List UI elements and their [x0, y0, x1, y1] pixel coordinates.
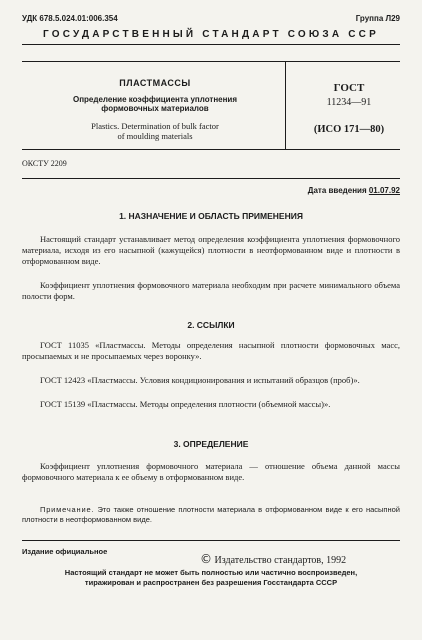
group-code: Группа Л29 — [355, 14, 400, 23]
standard-subject: ПЛАСТМАССЫ — [119, 78, 191, 88]
title-ru-line2: формовочных материалов — [101, 104, 209, 113]
section-1-paragraph-1: Настоящий стандарт устанавливает метод определения коэффициента уплотнения формовочного материала, исходя из его насыпной (кажущейся) плотности в неотформованном виде и плотности в отформованном виде. — [22, 234, 400, 266]
udk-code: УДК 678.5.024.01:006.354 — [22, 14, 118, 23]
title-en-line1: Plastics. Determination of bulk factor — [91, 121, 219, 131]
section-1-paragraph-2: Коэффициент уплотнения формовочного материала необходим при расчете минимального объема полости форм. — [22, 280, 400, 301]
section-3-paragraph: Коэффициент уплотнения формовочного материала — отношение объема данной массы формовочного материала к ее объему в отформованном виде. — [22, 461, 400, 482]
note-text: Это также отношение плотности материала в отформованном виде к его насыпной плотности в неотформованном виде. — [22, 505, 400, 524]
gost-number: 11234—91 — [326, 97, 372, 108]
iso-reference: (ИСО 171—80) — [313, 124, 385, 135]
notice-line-1: Настоящий стандарт не может быть полностью или частично воспроизведен, — [64, 568, 358, 577]
title-block-divider — [285, 61, 286, 149]
standard-title-block — [40, 78, 270, 141]
okstu-rule — [22, 178, 400, 179]
introduction-date — [308, 186, 400, 195]
copyright — [200, 552, 346, 566]
note-label: Примечание. — [40, 505, 95, 514]
section-2-heading: 2. ССЫЛКИ — [187, 320, 235, 330]
intro-date-label: Дата введения — [307, 186, 367, 195]
section-3-heading: 3. ОПРЕДЕЛЕНИЕ — [173, 439, 249, 449]
okstu-code: ОКСТУ 2209 — [22, 159, 67, 168]
copyright-text: Издательство стандартов, 1992 — [214, 555, 347, 566]
gost-block — [290, 82, 408, 135]
edition-label: Издание официальное — [22, 547, 108, 556]
section-3-note — [22, 505, 400, 525]
title-block-bottom-rule — [22, 149, 400, 150]
header-line — [22, 14, 400, 26]
standard-title-ru — [40, 95, 270, 113]
notice-line-2: тиражирован и распространен без разрешения Госстандарта СССР — [84, 578, 338, 587]
title-block-top-rule — [22, 61, 400, 62]
gost-label: ГОСТ — [333, 82, 365, 94]
copyright-icon: © — [200, 552, 212, 566]
header-rule — [22, 44, 400, 45]
reference-gost-15139: ГОСТ 15139 «Пластмассы. Методы определения плотности (объемной массы)». — [40, 399, 331, 409]
standard-title-en — [40, 121, 270, 141]
footer-rule — [22, 540, 400, 541]
reference-gost-11035: ГОСТ 11035 «Пластмассы. Методы определения насыпной плотности формовочных масс, просыпаемых и не просыпаемых через воронку». — [22, 340, 400, 361]
title-en-line2: of moulding materials — [117, 131, 193, 141]
section-1-heading: 1. НАЗНАЧЕНИЕ И ОБЛАСТЬ ПРИМЕНЕНИЯ — [119, 211, 303, 221]
document-title: ГОСУДАРСТВЕННЫЙ СТАНДАРТ СОЮЗА ССР — [43, 29, 379, 40]
reference-gost-12423: ГОСТ 12423 «Пластмассы. Условия кондиционирования и испытаний образцов (проб)». — [40, 375, 360, 385]
title-ru-line1: Определение коэффициента уплотнения — [72, 95, 238, 104]
intro-date-value: 01.07.92 — [368, 186, 400, 195]
reproduction-notice — [22, 568, 400, 588]
